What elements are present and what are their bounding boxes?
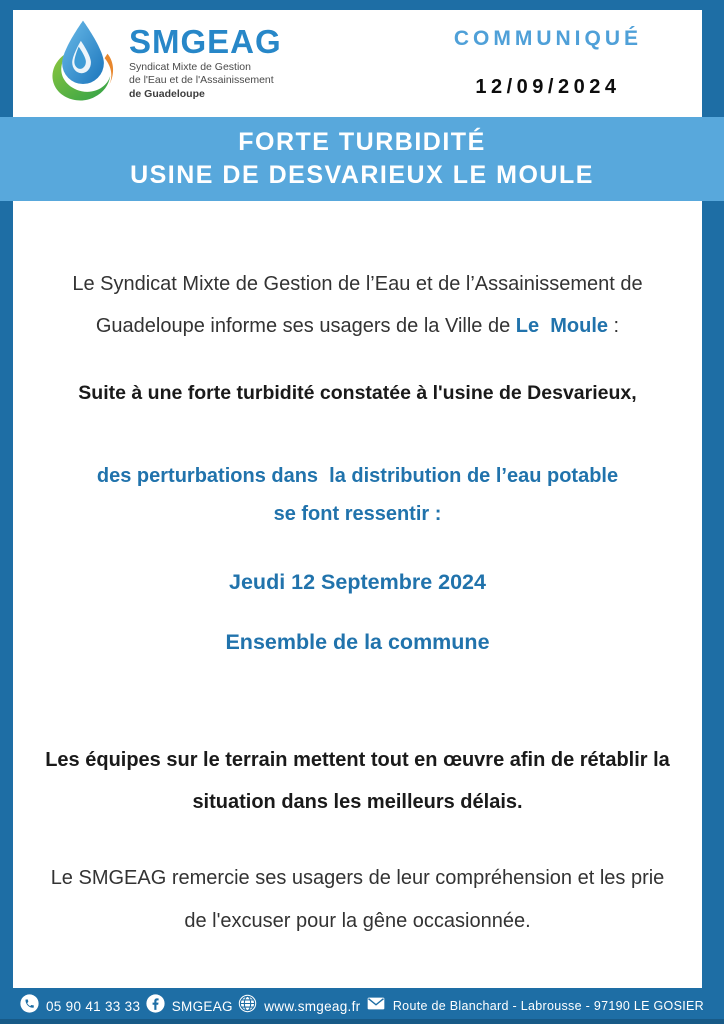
footer-phone — [20, 994, 140, 1018]
footer-phone-number: 05 90 41 33 33 — [46, 998, 141, 1014]
impact-line2: se font ressentir : — [273, 503, 442, 525]
logo-tagline-line2: de l'Eau et de l'Assainissement — [129, 74, 274, 87]
header — [13, 10, 702, 116]
smgeag-logo — [47, 17, 282, 110]
logo-tagline-line3: de Guadeloupe — [129, 87, 205, 100]
impact-date: Jeudi 12 Septembre 2024 — [229, 570, 486, 594]
intro-text: Le Syndicat Mixte de Gestion de l’Eau et de l’Assainissement de Guadeloupe informe ses usagers de la Ville de — [72, 273, 649, 337]
phone-icon — [20, 994, 39, 1018]
body-content — [13, 207, 702, 988]
logo-text — [129, 22, 282, 102]
footer-website — [238, 994, 360, 1018]
intro-colon: : — [608, 315, 620, 337]
impact-line1: des perturbations dans la distribution de l’eau potable — [96, 465, 619, 487]
banner-line2: USINE DE DESVARIEUX LE MOULE — [130, 161, 594, 189]
footer-contact-bar — [0, 988, 724, 1024]
footer-facebook-handle: SMGEAG — [171, 998, 233, 1014]
frame-border-top — [0, 0, 724, 10]
logo-wordmark: SMGEAG — [129, 22, 282, 60]
intro-city-highlight: Le Moule — [515, 315, 608, 337]
globe-icon — [238, 994, 257, 1018]
intro-paragraph — [48, 263, 668, 347]
communique-kicker: COMMUNIQUÉ — [453, 27, 642, 50]
footer-website-url: www.smgeag.fr — [264, 998, 361, 1014]
facebook-icon — [146, 994, 165, 1018]
logo-tagline — [129, 61, 282, 102]
impact-scope: Ensemble de la commune — [225, 630, 490, 654]
header-right — [454, 27, 642, 99]
footer-address — [366, 995, 704, 1017]
communique-date: 12/09/2024 — [475, 76, 621, 98]
cause-paragraph: Suite à une forte turbidité constatée à l'usine de Desvarieux, — [78, 382, 637, 404]
impact-paragraph — [31, 457, 684, 533]
banner-line1: FORTE TURBIDITÉ — [238, 128, 486, 156]
logo-tagline-line1: Syndicat Mixte de Gestion — [129, 60, 251, 73]
mail-icon — [366, 995, 386, 1017]
title-banner — [0, 117, 724, 201]
footer-address-text: Route de Blanchard - Labrousse - 97190 LE GOSIER — [392, 999, 704, 1013]
apology-paragraph: Le SMGEAG remercie ses usagers de leur compréhension et les prie de l'excuser pour la gêne occasionnée. — [50, 867, 665, 932]
footer-facebook — [146, 994, 233, 1018]
reassurance-paragraph: Les équipes sur le terrain mettent tout en œuvre afin de rétablir la situation dans les meilleurs délais. — [45, 749, 670, 813]
water-drop-leaf-logo-icon — [47, 17, 119, 110]
footer-bottom-shade — [0, 1019, 724, 1024]
